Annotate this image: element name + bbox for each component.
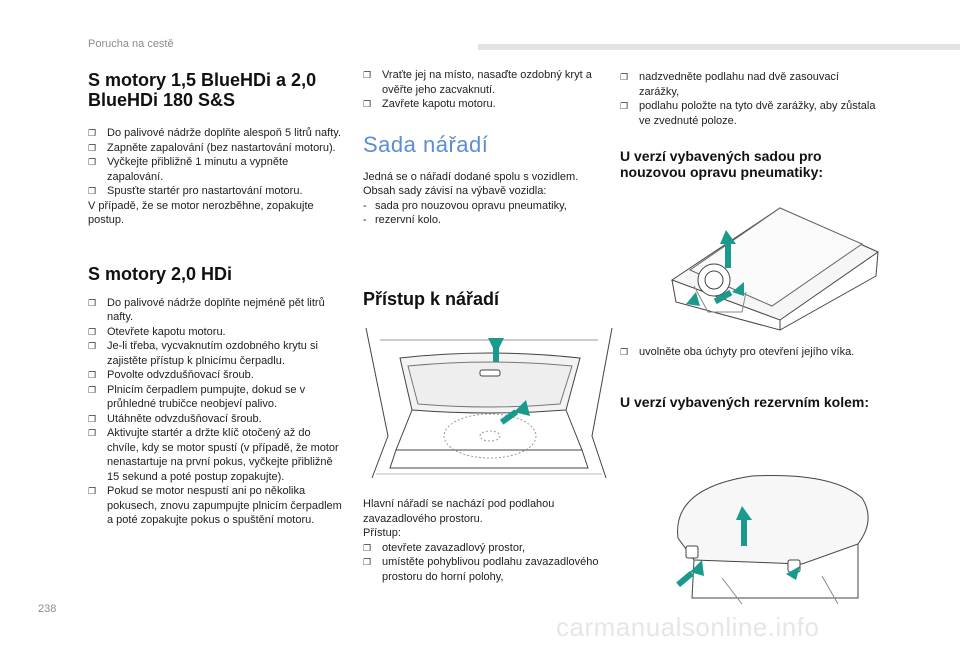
bullet-icon: ❐ bbox=[88, 157, 97, 167]
bullet-icon: ❐ bbox=[88, 186, 97, 196]
list-item: ❐ umístěte pohyblivou podlahu zavazadlového prostoru do horní polohy, bbox=[363, 556, 599, 583]
bullet-icon: ❐ bbox=[363, 542, 372, 553]
heading-spare-wheel: U verzí vybavených rezervním kolem: bbox=[620, 394, 870, 410]
hdi-steps-continued bbox=[363, 68, 618, 112]
list-item: ❐ Plnicím čerpadlem pumpujte, dokud se v průhledné trubičce neobjeví palivo. bbox=[88, 383, 306, 410]
list-item: ❐ uvolněte oba úchyty pro otevření jejího víka. bbox=[620, 346, 855, 358]
bullet-icon: ❐ bbox=[88, 297, 97, 308]
access-label: Přístup: bbox=[363, 527, 401, 539]
heading-access-tools: Přístup k nářadí bbox=[363, 289, 500, 309]
bullet-icon: ❐ bbox=[620, 347, 629, 357]
bullet-icon: ❐ bbox=[88, 428, 97, 438]
list-item: ❐ podlahu položte na tyto dvě zarážky, aby zůstala ve zvednuté poloze. bbox=[620, 100, 876, 127]
tool-kit-contents bbox=[363, 199, 618, 228]
bullet-icon: ❐ bbox=[88, 384, 97, 395]
hdi-steps bbox=[88, 296, 343, 528]
kit-steps-container bbox=[620, 345, 880, 360]
list-item: ❐ Do palivové nádrže doplňte nejméně pět litrů nafty. bbox=[88, 296, 325, 323]
access-text bbox=[363, 497, 621, 584]
bullet-icon: ❐ bbox=[88, 128, 97, 138]
list-item: ❐ Aktivujte startér a držte klíč otočený až do chvíle, kdy se motor spustí (v případě, že motor nenastartuje na první pokus, vyčkejte přibližně 15 sekund a poté postup zopakujte). bbox=[88, 427, 339, 483]
watermark: carmanualsonline.info bbox=[556, 612, 820, 642]
bullet-icon: ❐ bbox=[363, 557, 372, 567]
heading-tool-kit: Sada nářadí bbox=[363, 131, 489, 157]
bullet-icon: ❐ bbox=[363, 70, 372, 80]
heading-bluehdi: S motory 1,5 BlueHDi a 2,0 BlueHDi 180 S&S bbox=[88, 70, 317, 110]
list-item: ❐ Zavřete kapotu motoru. bbox=[363, 98, 496, 110]
bullet-icon: ❐ bbox=[88, 413, 97, 424]
bluehdi-steps bbox=[88, 126, 343, 199]
bullet-icon: ❐ bbox=[88, 486, 97, 496]
tool-kit-contents-label: Obsah sady závisí na výbavě vozidla: bbox=[363, 185, 547, 197]
page-number: 238 bbox=[38, 603, 57, 615]
list-item: ❐ Vraťte jej na místo, nasaďte ozdobný kryt a ověřte jeho zacvaknutí. bbox=[363, 69, 592, 96]
list-item: ❐ Vyčkejte přibližně 1 minutu a vypněte zapalování. bbox=[88, 156, 289, 183]
list-item: ❐ Spusťte startér pro nastartování motoru. bbox=[88, 185, 303, 197]
bullet-icon: ❐ bbox=[363, 99, 372, 109]
bullet-icon: ❐ bbox=[88, 341, 97, 351]
column-2 bbox=[363, 68, 618, 228]
list-item: ❐ Povolte odvzdušňovací šroub. bbox=[88, 369, 254, 381]
bullet-icon: ❐ bbox=[88, 370, 97, 380]
floor-steps bbox=[620, 70, 880, 128]
trunk-illustration bbox=[360, 318, 618, 480]
repair-kit-illustration bbox=[662, 196, 884, 332]
heading-hdi: S motory 2,0 HDi bbox=[88, 263, 233, 284]
list-item: ❐ otevřete zavazadlový prostor, bbox=[363, 541, 526, 554]
bullet-icon: ❐ bbox=[620, 72, 629, 82]
section-header-title: Porucha na cestě bbox=[88, 38, 174, 50]
list-item: - rezervní kolo. bbox=[363, 214, 442, 226]
list-item: ❐ Je-li třeba, vycvaknutím ozdobného krytu si zajistěte přístup k plnicímu čerpadlu. bbox=[88, 340, 318, 367]
tools-location: Hlavní nářadí se nachází pod podlahou zavazadlového prostoru. bbox=[363, 498, 555, 525]
bullet-icon: ❐ bbox=[620, 101, 629, 111]
access-steps bbox=[363, 541, 621, 585]
list-item: ❐ Zapněte zapalování (bez nastartování motoru). bbox=[88, 141, 336, 154]
column-3 bbox=[620, 70, 880, 180]
list-item: ❐ Utáhněte odvzdušňovací šroub. bbox=[88, 412, 262, 425]
list-item: ❐ Do palivové nádrže doplňte alespoň 5 litrů nafty. bbox=[88, 127, 341, 139]
heading-repair-kit: U verzí vybavených sadou pro nouzovou opravu pneumatiky: bbox=[620, 148, 824, 180]
bluehdi-note: V případě, že se motor nerozběhne, zopakujte postup. bbox=[88, 199, 314, 226]
list-item: ❐ Otevřete kapotu motoru. bbox=[88, 325, 226, 338]
column-1 bbox=[88, 70, 343, 528]
bullet-icon: ❐ bbox=[88, 326, 97, 337]
kit-steps bbox=[620, 345, 880, 360]
tool-kit-intro: Jedná se o nářadí dodané spolu s vozidlem. bbox=[363, 170, 579, 183]
header-bar bbox=[478, 44, 960, 50]
list-item: ❐ Pokud se motor nespustí ani po několika pokusech, znovu zapumpujte plnicím čerpadlem a poté zopakujte pokus o spuštění motoru. bbox=[88, 485, 342, 526]
list-item: - sada pro nouzovou opravu pneumatiky, bbox=[363, 199, 567, 212]
bullet-icon: ❐ bbox=[88, 142, 97, 153]
list-item: ❐ nadzvedněte podlahu nad dvě zasouvací zarážky, bbox=[620, 71, 839, 98]
spare-wheel-illustration bbox=[662, 468, 878, 608]
